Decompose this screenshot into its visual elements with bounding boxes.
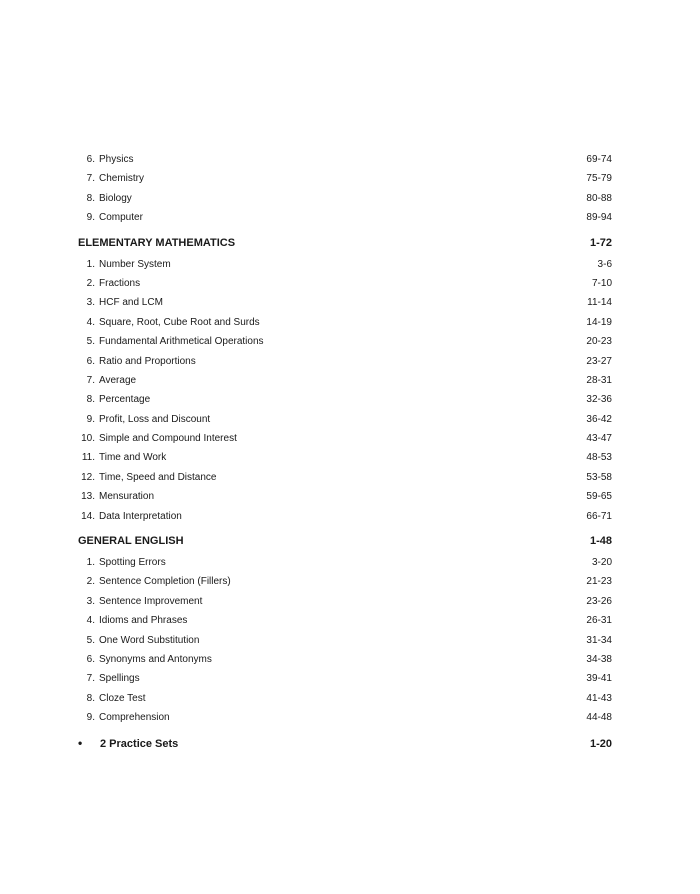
entry-number: 10. <box>81 433 95 445</box>
entry-pages: 14-19 <box>586 316 612 328</box>
entry-pages: 11-14 <box>587 297 612 309</box>
entry-pages: 34-38 <box>586 653 612 665</box>
practice-sets-title: 2 Practice Sets <box>100 737 179 750</box>
entry-pages: 53-58 <box>586 471 612 483</box>
toc-entry <box>78 169 612 188</box>
entry-pages: 48-53 <box>586 452 612 464</box>
entry-title: Spotting Errors <box>99 557 166 569</box>
entry-title: Time and Work <box>99 452 167 464</box>
toc-entry <box>78 507 612 526</box>
entry-pages: 32-36 <box>586 394 612 406</box>
entry-number: 9. <box>86 413 95 425</box>
entry-number: 5. <box>86 634 95 646</box>
entry-number: 5. <box>86 336 95 348</box>
toc-entry <box>78 208 612 227</box>
entry-number: 2. <box>86 277 95 289</box>
entry-number: 6. <box>86 154 95 165</box>
entry-title: Computer <box>99 212 143 224</box>
entry-number: 6. <box>86 355 95 367</box>
toc-entry <box>78 487 612 506</box>
section-title: GENERAL ENGLISH <box>78 535 184 548</box>
toc-entry <box>78 371 612 390</box>
entry-number: 13. <box>81 491 95 503</box>
section-heading <box>78 532 612 551</box>
entry-title: Mensuration <box>99 491 155 503</box>
entry-pages: 44-48 <box>586 712 612 724</box>
entry-title: Square, Root, Cube Root and Surds <box>99 316 260 328</box>
section-pages: 1-48 <box>589 535 612 548</box>
entry-title: Average <box>99 374 137 386</box>
entry-pages: 31-34 <box>586 634 612 646</box>
toc-entry <box>78 429 612 448</box>
toc-entry <box>78 669 612 688</box>
toc-entry <box>78 313 612 332</box>
entry-pages: 23-27 <box>586 355 612 367</box>
entry-pages: 69-74 <box>586 154 612 165</box>
entry-title: Chemistry <box>99 173 145 185</box>
entry-title: Number System <box>99 258 171 270</box>
entry-pages: 21-23 <box>586 576 612 588</box>
entry-pages: 20-23 <box>586 336 612 348</box>
entry-number: 1. <box>86 557 95 569</box>
section-heading <box>78 234 612 253</box>
entry-title: Ratio and Proportions <box>99 355 196 367</box>
entry-pages: 7-10 <box>591 277 612 289</box>
entry-number: 9. <box>86 712 95 724</box>
entry-pages: 80-88 <box>586 192 612 204</box>
entry-title: Synonyms and Antonyms <box>99 653 212 665</box>
entry-title: Profit, Loss and Discount <box>99 413 211 425</box>
entry-title: Fractions <box>99 277 141 289</box>
entry-pages: 59-65 <box>586 491 612 503</box>
toc-entry <box>78 553 612 572</box>
entry-title: Idioms and Phrases <box>99 615 188 627</box>
entry-pages: 28-31 <box>586 374 612 386</box>
toc-entry <box>78 410 612 429</box>
entry-title: Percentage <box>99 394 151 406</box>
toc-entry <box>78 650 612 669</box>
entry-title: HCF and LCM <box>99 297 163 309</box>
entry-title: Time, Speed and Distance <box>99 471 217 483</box>
entry-number: 4. <box>86 615 95 627</box>
entry-number: 9. <box>86 212 95 224</box>
entry-pages: 66-71 <box>586 510 612 522</box>
entry-pages: 36-42 <box>586 413 612 425</box>
entry-number: 11. <box>81 452 95 464</box>
entry-number: 6. <box>86 653 95 665</box>
entry-number: 8. <box>86 692 95 704</box>
entry-title: One Word Substitution <box>99 634 200 646</box>
toc-entry <box>78 293 612 312</box>
entry-pages: 89-94 <box>586 212 612 224</box>
entry-title: Biology <box>99 192 132 204</box>
entry-title: Sentence Completion (Fillers) <box>99 576 231 588</box>
toc-entry <box>78 468 612 487</box>
table-of-contents <box>78 150 612 753</box>
toc-entry <box>78 708 612 727</box>
toc-entry <box>78 150 612 169</box>
entry-number: 7. <box>86 374 95 386</box>
entry-pages: 3-6 <box>597 258 612 270</box>
entry-number: 14. <box>81 510 95 522</box>
continued-entries <box>78 150 612 228</box>
practice-sets-entry <box>78 734 612 753</box>
entry-pages: 23-26 <box>586 595 612 607</box>
toc-sections <box>78 234 612 728</box>
entry-pages: 43-47 <box>586 433 612 445</box>
toc-entry <box>78 189 612 208</box>
toc-entry <box>78 255 612 274</box>
toc-entry <box>78 611 612 630</box>
entry-number: 3. <box>86 297 95 309</box>
entry-title: Fundamental Arithmetical Operations <box>99 336 264 348</box>
entry-title: Cloze Test <box>99 692 146 704</box>
entry-number: 4. <box>86 316 95 328</box>
entry-number: 12. <box>81 471 95 483</box>
entry-pages: 26-31 <box>586 615 612 627</box>
entry-number: 7. <box>86 673 95 685</box>
toc-entry <box>78 274 612 293</box>
toc-entry <box>78 448 612 467</box>
entry-pages: 39-41 <box>586 673 612 685</box>
entry-title: Spellings <box>99 673 140 685</box>
bullet-icon: • <box>78 735 83 750</box>
entry-title: Physics <box>99 154 134 165</box>
toc-entry <box>78 332 612 351</box>
entry-number: 8. <box>86 192 95 204</box>
toc-entry <box>78 390 612 409</box>
toc-entry <box>78 631 612 650</box>
entry-title: Simple and Compound Interest <box>99 433 237 445</box>
entry-pages: 75-79 <box>586 173 612 185</box>
practice-sets-pages: 1-20 <box>589 737 612 750</box>
entry-number: 2. <box>86 576 95 588</box>
entry-pages: 3-20 <box>591 557 612 569</box>
entry-number: 1. <box>86 258 95 270</box>
section-title: ELEMENTARY MATHEMATICS <box>78 236 236 249</box>
entry-number: 3. <box>86 595 95 607</box>
toc-entry <box>78 352 612 371</box>
entry-title: Data Interpretation <box>99 510 182 522</box>
toc-entry <box>78 592 612 611</box>
entry-title: Sentence Improvement <box>99 595 203 607</box>
entry-pages: 41-43 <box>586 692 612 704</box>
section-pages: 1-72 <box>589 236 612 249</box>
toc-entry <box>78 689 612 708</box>
entry-number: 8. <box>86 394 95 406</box>
entry-number: 7. <box>86 173 95 185</box>
entry-title: Comprehension <box>99 712 170 724</box>
toc-entry <box>78 572 612 591</box>
